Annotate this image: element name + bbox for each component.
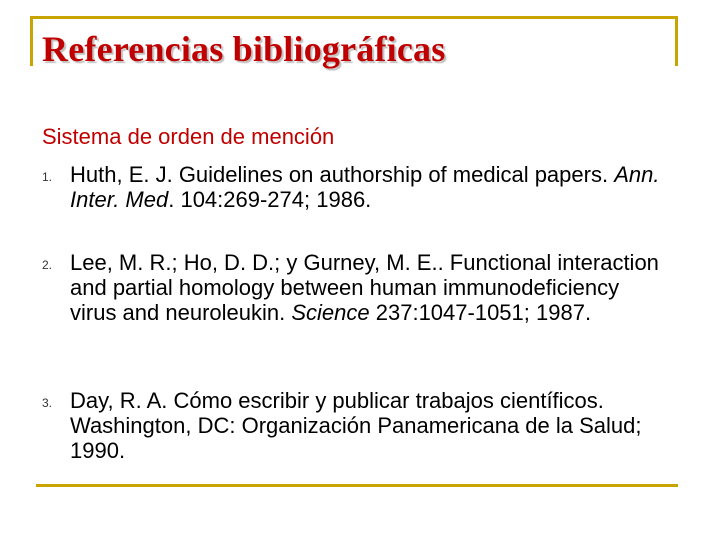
reference-journal: Science: [291, 300, 370, 325]
slide-title: Referencias bibliográficas: [42, 29, 446, 69]
reference-text-part: Huth, E. J. Guidelines on authorship of medical papers.: [70, 162, 615, 187]
reference-number: 1.: [42, 170, 53, 184]
reference-text-part: . 104:269-274; 1986.: [168, 187, 372, 212]
reference-text-part: Lee, M. R.; Ho, D. D.; y Gurney, M. E.. Functional interaction and partial homology between human immunodeficiency virus and neuroleukin.: [70, 250, 659, 325]
slide-subtitle: Sistema de orden de mención: [42, 124, 335, 149]
reference-number: 2.: [42, 258, 53, 272]
reference-text-part: 237:1047-1051; 1987.: [369, 300, 592, 325]
reference-number: 3.: [42, 396, 53, 410]
frame-right-line: [675, 16, 678, 66]
reference-text: [70, 250, 660, 325]
frame-bottom-line: [36, 484, 678, 487]
reference-text: [70, 388, 660, 463]
reference-journal: Ann. Inter. Med: [70, 162, 660, 212]
reference-text: [70, 162, 660, 212]
reference-text-part: Day, R. A. Cómo escribir y publicar trabajos científicos. Washington, DC: Organización Panamericana de la Salud; 1990.: [70, 388, 642, 463]
frame-top-line: [30, 16, 678, 19]
frame-left-line: [30, 16, 33, 66]
